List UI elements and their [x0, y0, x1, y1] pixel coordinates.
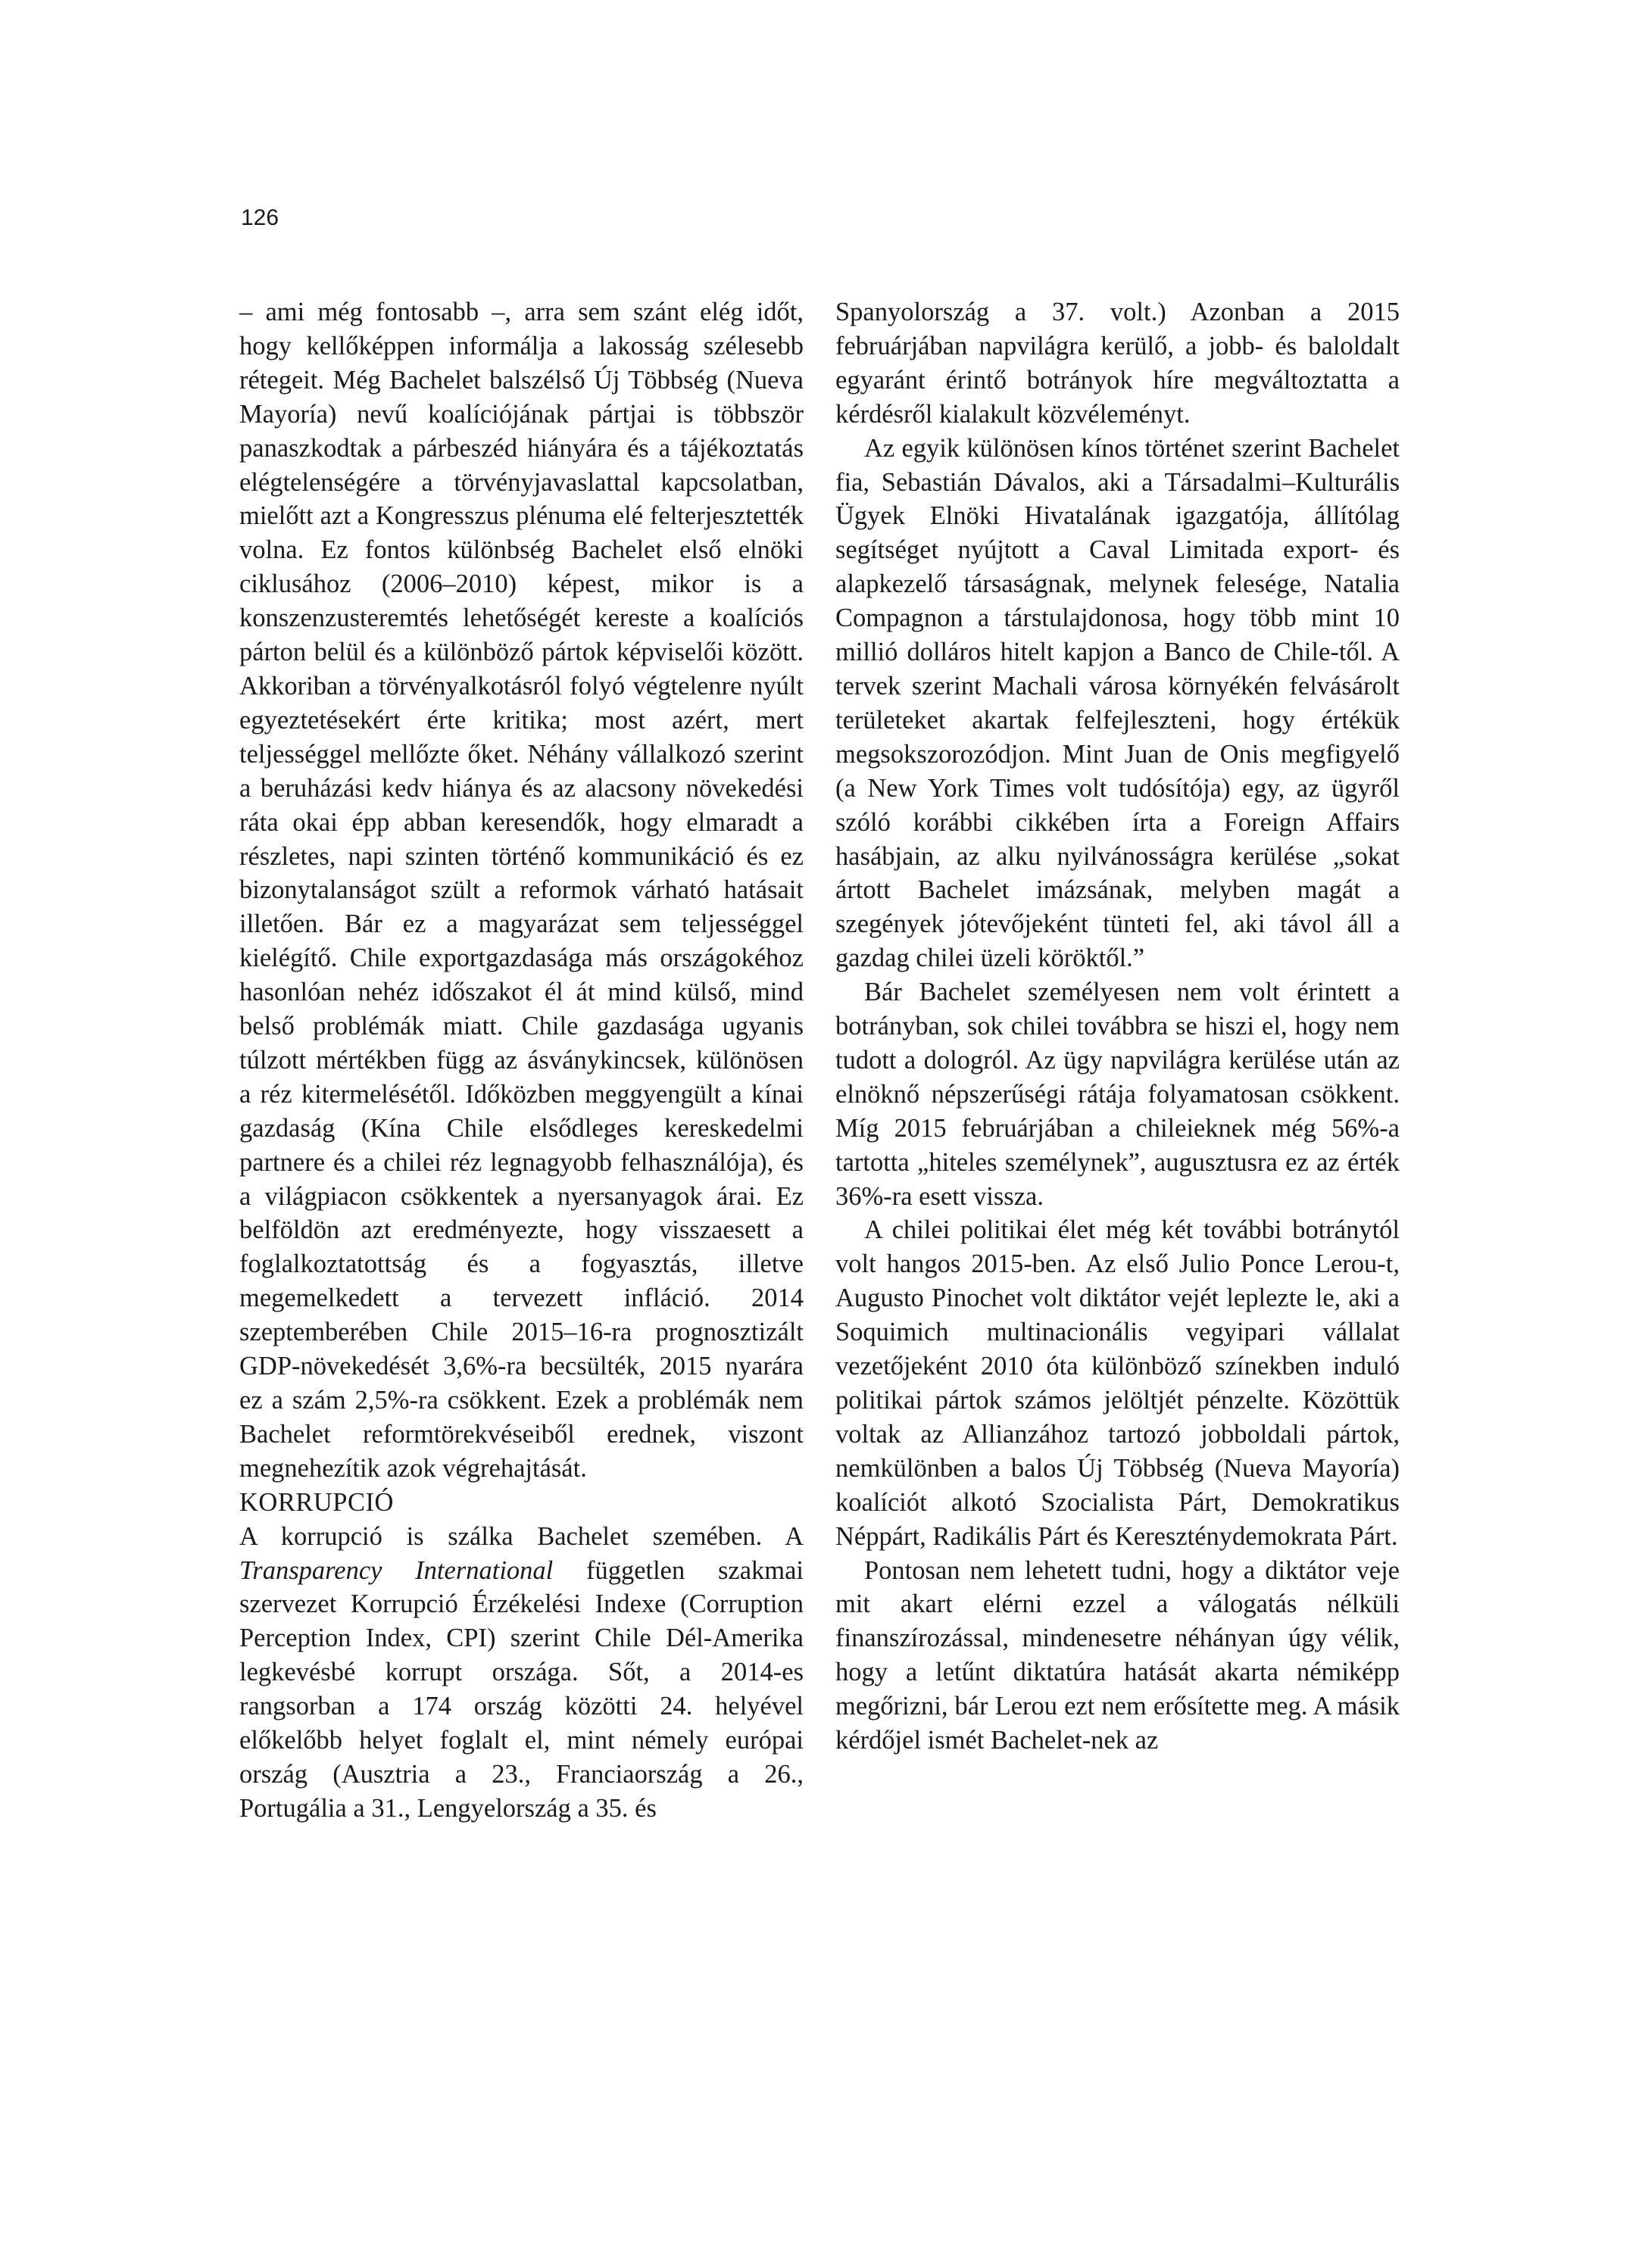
left-column — [239, 295, 804, 1826]
right-paragraph-5: Pontosan nem lehetett tudni, hogy a diktátor veje mit akart elérni ezzel a válogatás nélküli finanszírozással, mindenesetre néhányan úgy vélik, hogy a letűnt diktatúra hatását akarta némiképp megőrizni, bár Lerou ezt nem erősítette meg. A másik kérdőjel ismét Bachelet-nek az — [835, 1555, 1400, 1755]
right-paragraph-2: Az egyik különösen kínos történet szerint Bachelet fia, Sebastián Dávalos, aki a Társadalmi–Kulturális Ügyek Elnöki Hivatalának igazgatója, állítólag segítséget nyújtott a Caval Limitada export- és alapkezelő társaságnak, melynek felesége, Natalia Compagnon a társtulajdonosa, hogy több mint 10 millió dolláros hitelt kapjon a Banco de Chile-től. A tervek szerint Machali városa környékén felvásárolt területeket akartak felfejleszteni, hogy értékük megsokszorozódjon. Mint Juan de Onis megfigyelő (a New York Times volt tudósítója) egy, az ügyről szóló korábbi cikkében írta a Foreign Affairs hasábjain, az alku nyilvánosságra kerülése „sokat ártott Bachelet imázsának, melyben magát a szegények jótevőjeként tünteti fel, aki távol áll a gazdag chilei üzeli köröktől.” — [835, 433, 1400, 973]
left-paragraph-2-end: független szakmai szervezet Korrupció Érzékelési Indexe (Corruption Perception Index, CPI) szerint Chile Dél-Amerika legkevésbé korrupt országa. Sőt, a 2014-es rangsorban a 174 ország közötti 24. helyével előkelőbb helyet foglalt el, mint némely európai ország (Ausztria a 23., Franciaország a 26., Portugália a 31., Lengyelország a 35. és — [239, 1555, 804, 1823]
right-paragraph-1: Spanyolország a 37. volt.) Azonban a 2015 februárjában napvilágra kerülő, a jobb- és baloldalt egyaránt érintő botrányok híre megváltoztatta a kérdésről kialakult közvéleményt. — [835, 298, 1400, 429]
right-paragraph-4: A chilei politikai élet még két további botránytól volt hangos 2015-ben. Az első Julio Ponce Lerou-t, Augusto Pinochet volt diktátor vejét leplezte le, aki a Soquimich multinacionális vegyipari vállalat vezetőjeként 2010 óta különböző színekben induló politikai pártok számos jelöltjét pénzelte. Közöttük voltak az Allianzához tartozó jobboldali pártok, nemkülönben a balos Új Többség (Nueva Mayoría) koalíciót alkotó Szocialista Párt, Demokratikus Néppárt, Radikális Párt és Kereszténydemokrata Párt. — [835, 1215, 1400, 1551]
left-paragraph-2 — [239, 1520, 804, 1826]
page-number: 126 — [241, 205, 279, 230]
left-paragraph-1: – ami még fontosabb –, arra sem szánt elég időt, hogy kellőképpen informálja a lakosság szélesebb rétegeit. Még Bachelet balszélső Új Többség (Nueva Mayoría) nevű koalíciójának pártjai is többször panaszkodtak a párbeszéd hiányára és a tájékoztatás elégtelenségére a törvényjavaslattal kapcsolatban, mielőtt azt a Kongresszus plénuma elé felterjesztették volna. Ez fontos különbség Bachelet első elnöki ciklusához (2006–2010) képest, mikor is a konszenzusteremtés lehetőségét kereste a koalíciós párton belül és a különböző pártok képviselői között. Akkoriban a törvényalkotásról folyó végtelenre nyúlt egyeztetésekért érte kritika; most azért, mert teljességgel mellőzte őket. Néhány vállalkozó szerint a beruházási kedv hiánya és az alacsony növekedési ráta okai épp abban keresendők, hogy elmaradt a részletes, napi szinten történő kommunikáció és ez bizonytalanságot szült a reformok várható hatásait illetően. Bár ez a magyarázat sem teljességgel kielégítő. Chile exportgazdasága más országokéhoz hasonlóan nehéz időszakot él át mind külső, mind belső problémák miatt. Chile gazdasága ugyanis túlzott mértékben függ az ásványkincsek, különösen a réz kitermelésétől. Időközben meggyengült a kínai gazdaság (Kína Chile elsődleges kereskedelmi partnere és a chilei réz legnagyobb felhasználója), és a világpiacon csökkentek a nyersanyagok árai. Ez belföldön azt eredményezte, hogy visszaesett a foglalkoztatottság és a fogyasztás, illetve megemelkedett a tervezett infláció. 2014 szeptemberében Chile 2015–16-ra prognosztizált GDP-növekedését 3,6%-ra becsülték, 2015 nyarára ez a szám 2,5%-ra csökkent. Ezek a problémák nem Bachelet reformtörekvéseiből erednek, viszont megnehezítik azok végrehajtását. — [239, 298, 804, 1483]
left-paragraph-2-start: A korrupció is szálka Bachelet szemében. A — [239, 1521, 804, 1551]
right-paragraph-3: Bár Bachelet személyesen nem volt érintett a botrányban, sok chilei továbbra se hiszi el, hogy nem tudott a dologról. Az ügy napvilágra kerülése után az elnöknő népszerűségi rátája folyamatosan csökkent. Míg 2015 februárjában a chileieknek még 56%-a tartotta „hiteles személynek”, augusztusra ez az érték 36%-ra esett vissza. — [835, 978, 1400, 1211]
section-heading-korrupcio: KORRUPCIÓ — [239, 1487, 394, 1517]
organization-name-italic: Transparency International — [239, 1555, 554, 1585]
right-column — [835, 295, 1400, 1758]
